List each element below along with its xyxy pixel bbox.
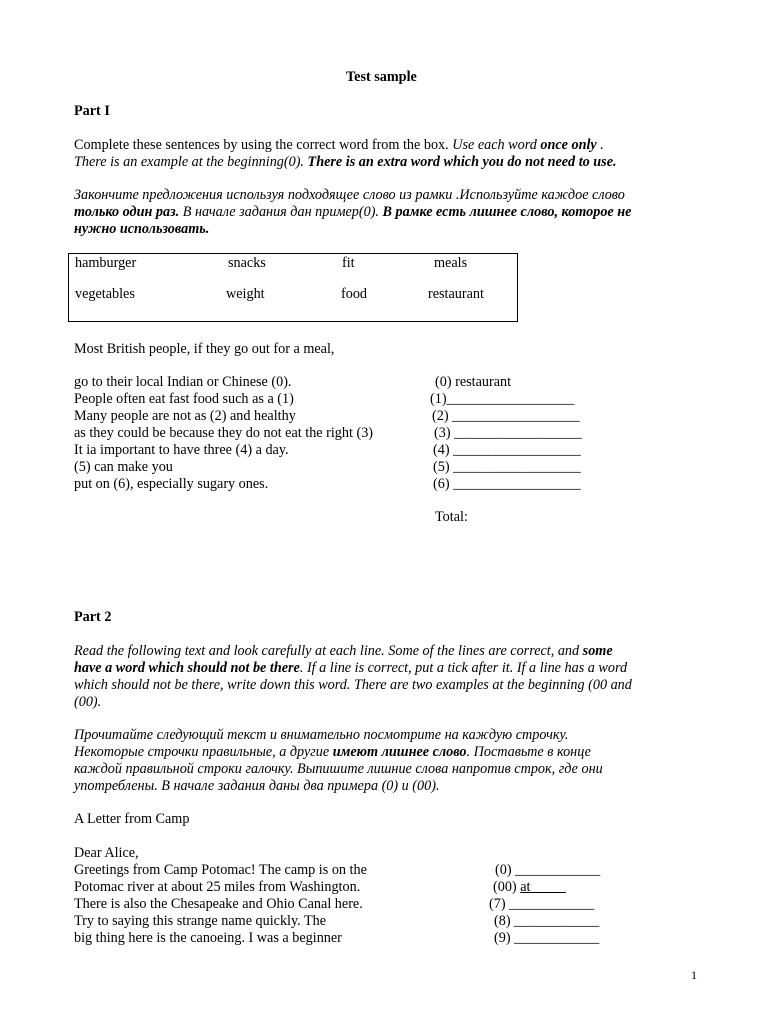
box-word: vegetables bbox=[75, 286, 135, 302]
box-word: weight bbox=[226, 286, 265, 302]
part2-heading: Part 2 bbox=[74, 609, 112, 625]
part1-heading: Part I bbox=[74, 103, 110, 119]
sentence-line: go to their local Indian or Chinese (0). bbox=[74, 374, 292, 390]
letter-title: A Letter from Camp bbox=[74, 811, 190, 827]
letter-line: Potomac river at about 25 miles from Washington. bbox=[74, 879, 361, 895]
answer-blank[interactable]: (8) ____________ bbox=[494, 913, 600, 929]
sentence-line: put on (6), especially sugary ones. bbox=[74, 476, 269, 492]
part2-instructions-ru: Прочитайте следующий текст и внимательно посмотрите на каждую строчку. Некоторые строчки правильные, а другие имеют лишнее слово. Поставьте в конце каждой правильной строки галочку. Выпишите лишние слова напротив строк, где они употреблены. В начале задания даны два примера (0) и (00). bbox=[74, 727, 603, 794]
box-word: fit bbox=[342, 255, 355, 271]
total-label: Total: bbox=[435, 509, 468, 525]
answer-blank[interactable]: (6) __________________ bbox=[433, 476, 581, 492]
box-word: snacks bbox=[228, 255, 266, 271]
sentence-line: People often eat fast food such as a (1) bbox=[74, 391, 294, 407]
part1-instructions-ru: Закончите предложения используя подходящее слово из рамки .Используйте каждое слово только один раз. В начале задания дан пример(0). В рамке есть лишнее слово, которое не нужно использовать. bbox=[74, 187, 632, 237]
answer-blank[interactable]: (7) ____________ bbox=[489, 896, 595, 912]
letter-line: Greetings from Camp Potomac! The camp is on the bbox=[74, 862, 367, 878]
answer-example: (0) ____________ bbox=[495, 862, 601, 878]
box-word: meals bbox=[434, 255, 468, 271]
box-word: restaurant bbox=[428, 286, 484, 302]
part2-instructions-en: Read the following text and look carefully at each line. Some of the lines are correct, and some have a word which should not be there. If a line is correct, put a tick after it. If a line has a word which should not be there, write down this word. There are two examples at the beginning (00 and (00). bbox=[74, 643, 632, 710]
sentence-line: (5) can make you bbox=[74, 459, 173, 475]
box-word: hamburger bbox=[75, 255, 137, 271]
salutation: Dear Alice, bbox=[74, 845, 139, 861]
page-title: Test sample bbox=[346, 69, 417, 85]
answer-blank[interactable]: (2) __________________ bbox=[432, 408, 580, 424]
answer-example: (0) restaurant bbox=[435, 374, 512, 390]
letter-line: Try to saying this strange name quickly. The bbox=[74, 913, 327, 929]
part1-instructions-en: Complete these sentences by using the correct word from the box. Use each word once only . There is an example at the beginning(0). There is an extra word which you do not need to use. bbox=[74, 137, 617, 170]
box-word: food bbox=[341, 286, 368, 302]
answer-blank[interactable]: (1)__________________ bbox=[430, 391, 575, 407]
part1-intro: Most British people, if they go out for a meal, bbox=[74, 341, 335, 357]
letter-line: big thing here is the canoeing. I was a beginner bbox=[74, 930, 342, 946]
answer-blank[interactable]: (5) __________________ bbox=[433, 459, 581, 475]
answer-blank[interactable]: (9) ____________ bbox=[494, 930, 600, 946]
page-number: 1 bbox=[691, 968, 697, 982]
sentence-line: as they could be because they do not eat the right (3) bbox=[74, 425, 374, 441]
answer-blank[interactable]: (4) __________________ bbox=[433, 442, 581, 458]
sentence-line: It ia important to have three (4) a day. bbox=[74, 442, 289, 458]
letter-line: There is also the Chesapeake and Ohio Canal here. bbox=[74, 896, 363, 912]
sentence-line: Many people are not as (2) and healthy bbox=[74, 408, 296, 424]
answer-example: (00) at bbox=[493, 879, 566, 895]
answer-blank[interactable]: (3) __________________ bbox=[434, 425, 582, 441]
